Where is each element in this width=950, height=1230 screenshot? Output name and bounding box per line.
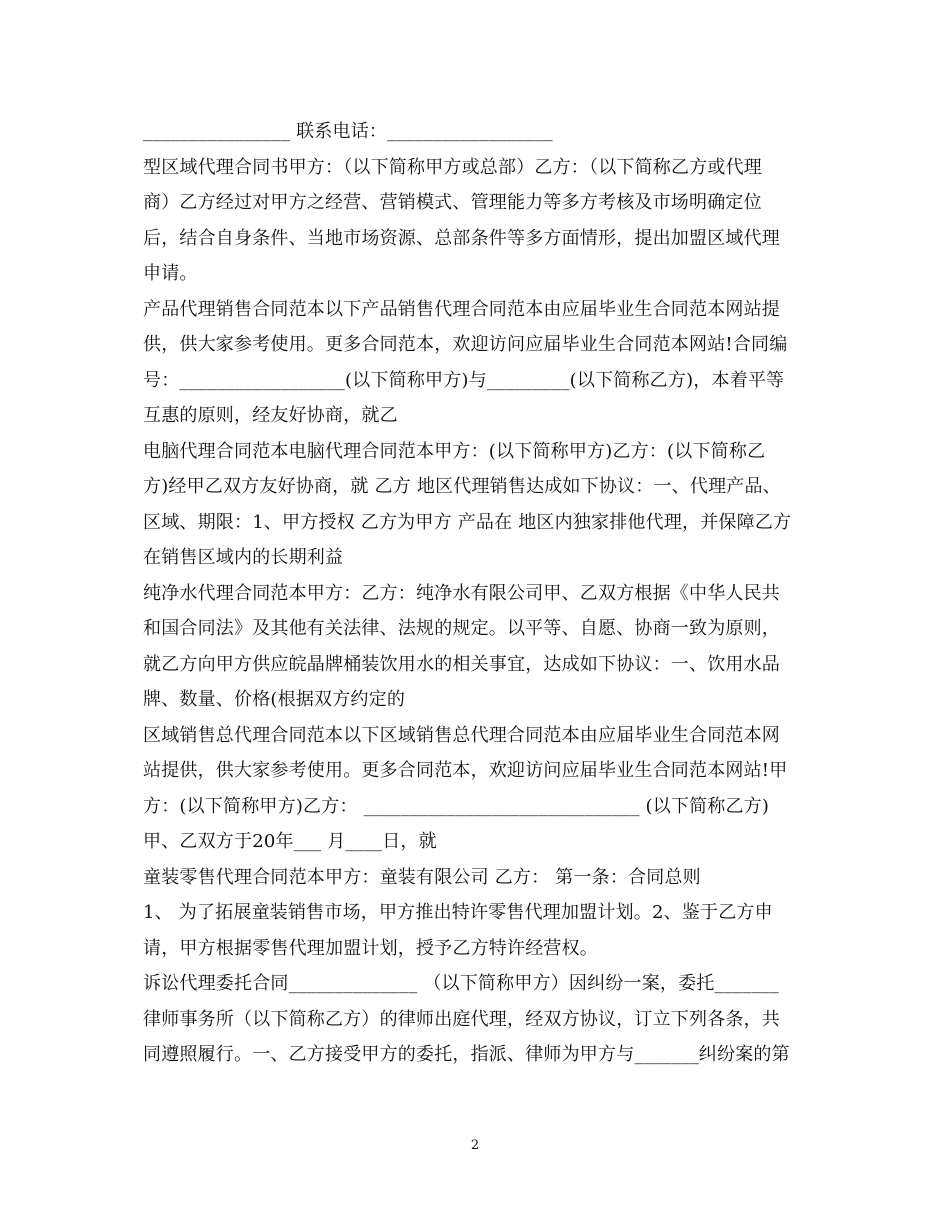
text-line: 型区域代理合同书甲方：（以下简称甲方或总部）乙方：（以下简称乙方或代理 — [143, 157, 762, 178]
text-line: 站提供，供大家参考使用。更多合同范本，欢迎访问应届毕业生合同范本网站!甲 — [143, 760, 788, 781]
text-line: 后，结合自身条件、当地市场资源、总部条件等多方面情形，提出加盟区域代理 — [143, 228, 780, 249]
text-line: 号：__________________(以下简称甲方)与_________(以下简称乙方)，本着平等 — [143, 370, 785, 391]
text-line: 区域、期限：1、甲方授权 乙方为甲方 产品在 地区内独家排他代理，并保障乙方 — [143, 512, 792, 533]
text-line: 就乙方向甲方供应皖晶牌桶装饮用水的相关事宜，达成如下协议：一、饮用水品 — [143, 654, 780, 675]
text-line: 童装零售代理合同范本甲方：童装有限公司 乙方： 第一条：合同总则 — [143, 867, 701, 888]
text-line: 区域销售总代理合同范本以下区域销售总代理合同范本由应届毕业生合同范本网 — [143, 725, 780, 746]
text-line: 方：(以下简称甲方)乙方： ______________________________ (以下简称乙方) — [143, 796, 770, 817]
text-line: 律师事务所（以下简称乙方）的律师出庭代理，经双方协议，订立下列各条，共 — [143, 1009, 780, 1030]
text-line: 纯净水代理合同范本甲方：乙方：纯净水有限公司甲、乙双方根据《中华人民共 — [143, 583, 780, 604]
text-line: 甲、乙双方于20年___ 月____日，就 — [143, 831, 437, 852]
text-line: 1、 为了拓展童装销售市场，甲方推出特许零售代理加盟计划。2、鉴于乙方申 — [143, 902, 773, 923]
text-line: 供，供大家参考使用。更多合同范本，欢迎访问应届毕业生合同范本网站!合同编 — [143, 334, 788, 355]
text-line: 商）乙方经过对甲方之经营、营销模式、管理能力等多方考核及市场明确定位 — [143, 192, 762, 213]
text-line: 电脑代理合同范本电脑代理合同范本甲方：(以下简称甲方)乙方：(以下简称乙 — [143, 441, 766, 462]
text-line: 和国合同法》及其他有关法律、法规的规定。以平等、自愿、协商一致为原则， — [143, 618, 780, 639]
text-line: 互惠的原则，经友好协商，就乙 — [143, 405, 398, 426]
text-line: 同遵照履行。一、乙方接受甲方的委托，指派、律师为甲方与_______纠纷案的第 — [143, 1044, 790, 1065]
text-line: 在销售区域内的长期利益 — [143, 547, 344, 568]
text-line: 牌、数量、价格(根据双方约定的 — [143, 689, 406, 710]
text-line: 方)经甲乙双方友好协商，就 乙方 地区代理销售达成如下协议：一、代理产品、 — [143, 476, 781, 497]
text-line: 请，甲方根据零售代理加盟计划，授予乙方特许经营权。 — [143, 938, 598, 959]
text-line: 申请。 — [143, 263, 198, 284]
text-line: 诉讼代理委托合同______________ （以下简称甲方）因纠纷一案，委托_______ — [143, 973, 779, 994]
page-number: 2 — [470, 1138, 480, 1153]
text-line: ________________ 联系电话：__________________ — [143, 121, 553, 142]
text-line: 产品代理销售合同范本以下产品销售代理合同范本由应届毕业生合同范本网站提 — [143, 299, 780, 320]
